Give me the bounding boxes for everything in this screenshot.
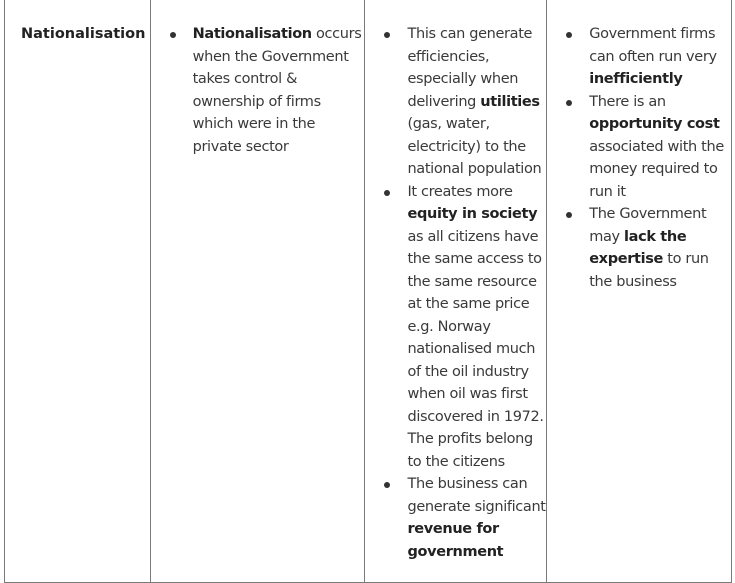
list-item — [151, 23, 365, 158]
bold-text: inefficiently — [589, 71, 683, 87]
list-item — [547, 91, 731, 204]
body-text: (gas, water, electricity) to the national population — [407, 116, 542, 177]
list-item — [365, 23, 546, 181]
advantages-list — [365, 0, 546, 563]
row-heading: Nationalisation — [21, 26, 146, 42]
body-text: The Government may — [589, 206, 707, 245]
cell-definition — [150, 0, 365, 583]
table-row — [5, 0, 732, 583]
cell-advantages — [365, 0, 547, 583]
bold-text: revenue for government — [407, 521, 504, 560]
body-text: There is an — [589, 93, 666, 110]
body-text: It creates more — [407, 183, 513, 200]
list-item — [547, 203, 731, 293]
bold-text: lack the expertise — [589, 228, 687, 267]
body-text: occurs when the Government takes control & ownership of firms which were in the private sector — [192, 26, 362, 155]
list-item — [547, 23, 731, 91]
definition-list — [151, 0, 365, 158]
body-text: as all citizens have the same access to the same resource at the same price e.g. Norway nationalised much of the oil industry when oil was first discovered in 1972. The profits belong to the citizens — [407, 228, 544, 470]
body-text: to run the business — [589, 251, 709, 290]
bold-text: Nationalisation — [192, 26, 312, 42]
cell-term — [5, 0, 151, 583]
bold-text: equity in society — [407, 206, 538, 222]
list-item — [365, 181, 546, 474]
bold-text: utilities — [480, 93, 540, 110]
bold-text: opportunity cost — [589, 116, 720, 132]
list-item — [365, 473, 546, 563]
cell-disadvantages — [547, 0, 732, 583]
body-text: The business can generate significant — [407, 476, 546, 515]
comparison-table — [4, 0, 732, 583]
body-text: This can generate efficiencies, especially when delivering — [407, 26, 533, 110]
body-text: associated with the money required to run it — [589, 138, 724, 200]
disadvantages-list — [547, 0, 731, 293]
body-text: Government firms can often run very — [589, 26, 717, 65]
